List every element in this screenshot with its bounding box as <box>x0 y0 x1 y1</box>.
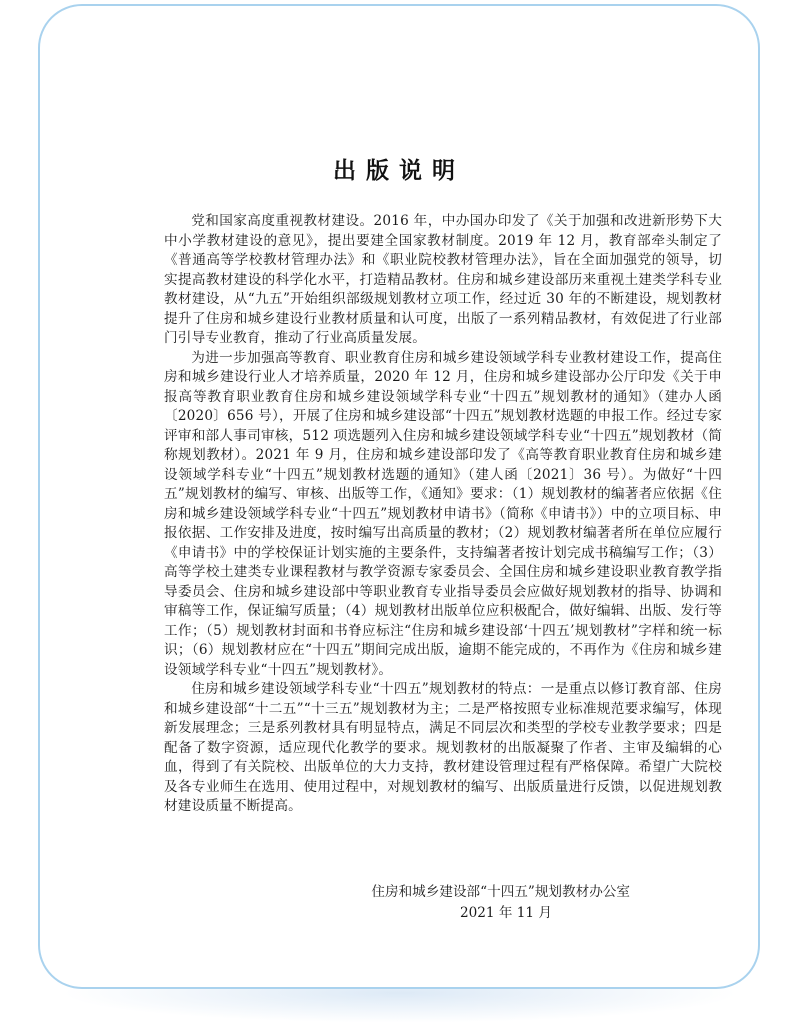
page-card <box>38 4 760 989</box>
document-body <box>164 212 722 817</box>
document-title: 出版说明 <box>333 158 465 184</box>
paragraph-2: 为进一步加强高等教育、职业教育住房和城乡建设领域学科专业教材建设工作，提高住房和城乡建设行业人才培养质量，2020 年 12 月，住房和城乡建设部办公厅印发《关于申报高等教育职业教育住房和城乡建设领域学科专业“十四五”规划教材的通知》（建办人函〔2020〕656 号），开展了住房和城乡建设部“十四五”规划教材选题的申报工作。经过专家评审和部人事司审核，512 项选题列入住房和城乡建设领域学科专业“十四五”规划教材（简称规划教材）。2021 年 9 月，住房和城乡建设部印发了《高等教育职业教育住房和城乡建设领域学科专业“十四五”规划教材选题的通知》（建人函〔2021〕36 号）。为做好“十四五”规划教材的编写、审核、出版等工作，《通知》要求：（1）规划教材的编著者应依据《住房和城乡建设领域学科专业“十四五”规划教材申请书》（简称《申请书》）中的立项目标、申报依据、工作安排及进度，按时编写出高质量的教材；（2）规划教材编著者所在单位应履行《申请书》中的学校保证计划实施的主要条件，支持编著者按计划完成书稿编写工作；（3）高等学校土建类专业课程教材与教学资源专家委员会、全国住房和城乡建设职业教育教学指导委员会、住房和城乡建设部中等职业教育专业指导委员会应做好规划教材的指导、协调和审稿等工作，保证编写质量；（4）规划教材出版单位应积极配合，做好编辑、出版、发行等工作；（5）规划教材封面和书脊应标注“住房和城乡建设部‘十四五’规划教材”字样和统一标识；（6）规划教材应在“十四五”期间完成出版，逾期不能完成的，不再作为《住房和城乡建设领域学科专业“十四五”规划教材》。 <box>164 349 722 678</box>
signature-date: 2021 年 11 月 <box>459 905 552 921</box>
paragraph-3: 住房和城乡建设领域学科专业“十四五”规划教材的特点：一是重点以修订教育部、住房和城乡建设部“十二五”“十三五”规划教材为主；二是严格按照专业标准规范要求编写，体现新发展理念；三是系列教材具有明显特点，满足不同层次和类型的学校专业教学要求；四是配备了数字资源，适应现代化教学的要求。规划教材的出版凝聚了作者、主审及编辑的心血，得到了有关院校、出版单位的大力支持，教材建设管理过程有严格保障。希望广大院校及各专业师生在选用、使用过程中，对规划教材的编写、出版质量进行反馈，以促进规划教材建设质量不断提高。 <box>164 681 722 814</box>
paragraph-1: 党和国家高度重视教材建设。2016 年，中办国办印发了《关于加强和改进新形势下大中小学教材建设的意见》，提出要建全国家教材制度。2019 年 12 月，教育部牵头制定了《普通高等学校教材管理办法》和《职业院校教材管理办法》，旨在全面加强党的领导，切实提高教材建设的科学化水平，打造精品教材。住房和城乡建设部历来重视土建类学科专业教材建设，从“九五”开始组织部级规划教材立项工作，经过近 30 年的不断建设，规划教材提升了住房和城乡建设行业教材质量和认可度，出版了一系列精品教材，有效促进了行业部门引导专业教育，推动了行业高质量发展。 <box>164 213 722 346</box>
signature-block <box>371 882 630 924</box>
signature-office: 住房和城乡建设部“十四五”规划教材办公室 <box>371 884 630 900</box>
